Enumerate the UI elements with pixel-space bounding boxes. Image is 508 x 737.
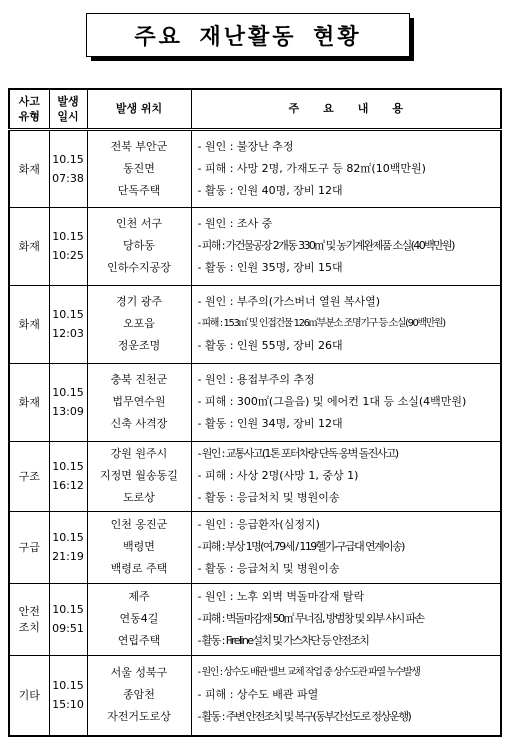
occurrence-time: 10.15 21:19 xyxy=(49,511,87,583)
incident-details xyxy=(191,129,501,207)
detail-cause: - 원인 : 상수도 배관 밸브 교체 작업 중 상수도관 파열 누수발생 xyxy=(197,667,420,679)
incident-details xyxy=(191,207,501,285)
occurrence-location: 인천 서구 당하동 인하수지공장 xyxy=(87,207,191,285)
detail-activity: - 활동 : 인원 55명, 장비 26대 xyxy=(197,339,343,352)
accident-type: 구급 xyxy=(9,511,49,583)
detail-damage: - 피해 : 벽돌마감재 50㎡ 무너짐, 방범창 및 외부 샤시 파손 xyxy=(197,612,424,625)
accident-type: 화재 xyxy=(9,285,49,363)
occurrence-location: 인천 옹진군 백령면 백령로 주택 xyxy=(87,511,191,583)
detail-activity: - 활동 : Fireline설치 및 가스차단 등 안전조치 xyxy=(197,634,369,647)
occurrence-time: 10.15 13:09 xyxy=(49,363,87,441)
detail-damage: - 피해 : 300㎡(그을음) 및 에어컨 1대 등 소실(4백만원) xyxy=(197,395,467,408)
detail-damage: - 피해 : 사망 2명, 가재도구 등 82㎡(10백만원) xyxy=(197,161,426,175)
table-row xyxy=(9,655,501,736)
accident-type: 화재 xyxy=(9,363,49,441)
detail-damage: - 피해 : 상수도 배관 파열 xyxy=(197,688,319,702)
accident-type: 화재 xyxy=(9,207,49,285)
detail-activity: - 활동 : 인원 34명, 장비 12대 xyxy=(197,417,343,430)
title-box xyxy=(86,13,410,57)
occurrence-location: 서울 성북구 종암천 자전거도로상 xyxy=(87,655,191,736)
detail-cause: - 원인 : 조사 중 xyxy=(197,217,273,230)
occurrence-location: 강원 원주시 지정면 월송동길 도로상 xyxy=(87,441,191,511)
incident-details xyxy=(191,583,501,655)
detail-cause: - 원인 : 교통사고(1톤 포터차량 단독 옹벽 돌진사고) xyxy=(197,447,398,460)
detail-activity: - 활동 : 응급처치 및 병원이송 xyxy=(197,562,340,575)
detail-activity: - 활동 : 인원 40명, 장비 12대 xyxy=(197,183,343,197)
header-type: 사고 유형 xyxy=(9,89,49,129)
occurrence-time: 10.15 16:12 xyxy=(49,441,87,511)
table-row xyxy=(9,363,501,441)
accident-type: 구조 xyxy=(9,441,49,511)
header-location: 발생 위치 xyxy=(87,89,191,129)
occurrence-time: 10.15 10:25 xyxy=(49,207,87,285)
detail-activity: - 활동 : 주변 안전조치 및 복구(동부간선도로 정상운행) xyxy=(197,710,411,724)
table-row xyxy=(9,207,501,285)
occurrence-time: 10.15 15:10 xyxy=(49,655,87,736)
page-title: 주요 재난활동 현황 xyxy=(134,24,362,50)
accident-type: 안전 조치 xyxy=(9,583,49,655)
detail-damage: - 피해 : 부상 1명(여,79세 / 119헬기-구급대 연계이송) xyxy=(197,540,404,553)
occurrence-time: 10.15 12:03 xyxy=(49,285,87,363)
table-row xyxy=(9,511,501,583)
detail-cause: - 원인 : 노후 외벽 벽돌마감재 탈락 xyxy=(197,590,365,603)
table-row xyxy=(9,441,501,511)
detail-cause: - 원인 : 응급환자(심정지) xyxy=(197,518,320,531)
accident-type: 기타 xyxy=(9,655,49,736)
incident-details xyxy=(191,511,501,583)
table-row xyxy=(9,285,501,363)
incident-details xyxy=(191,441,501,511)
header-content: 주 요 내 용 xyxy=(191,89,501,129)
header-time: 발생 일시 xyxy=(49,89,87,129)
table-header-row xyxy=(9,89,501,129)
occurrence-location: 충북 진천군 법무연수원 신축 사격장 xyxy=(87,363,191,441)
incident-details xyxy=(191,285,501,363)
occurrence-time: 10.15 07:38 xyxy=(49,129,87,207)
occurrence-location: 제주 연동4길 연립주택 xyxy=(87,583,191,655)
detail-damage: - 피해 : 가건물공장 2개동 330㎡ 및 농기계완제품 소실(40백만원) xyxy=(197,239,454,252)
accident-type: 화재 xyxy=(9,129,49,207)
occurrence-location: 전북 부안군 동진면 단독주택 xyxy=(87,129,191,207)
table-row xyxy=(9,129,501,207)
disaster-table xyxy=(8,88,502,737)
detail-cause: - 원인 : 불장난 추정 xyxy=(197,139,294,153)
occurrence-location: 경기 광주 오포읍 정운조명 xyxy=(87,285,191,363)
table-row xyxy=(9,583,501,655)
occurrence-time: 10.15 09:51 xyxy=(49,583,87,655)
detail-damage: - 피해 : 153㎡ 및 인접건물 126㎡부분소 조명기구 등 소실(90백만원) xyxy=(197,318,445,329)
detail-cause: - 원인 : 부주의(가스버너 열원 복사열) xyxy=(197,295,381,308)
detail-damage: - 피해 : 사상 2명(사망 1, 중상 1) xyxy=(197,469,359,482)
detail-activity: - 활동 : 인원 35명, 장비 15대 xyxy=(197,261,343,274)
detail-activity: - 활동 : 응급처치 및 병원이송 xyxy=(197,491,340,504)
incident-details xyxy=(191,363,501,441)
detail-cause: - 원인 : 용접부주의 추정 xyxy=(197,373,315,386)
incident-details xyxy=(191,655,501,736)
